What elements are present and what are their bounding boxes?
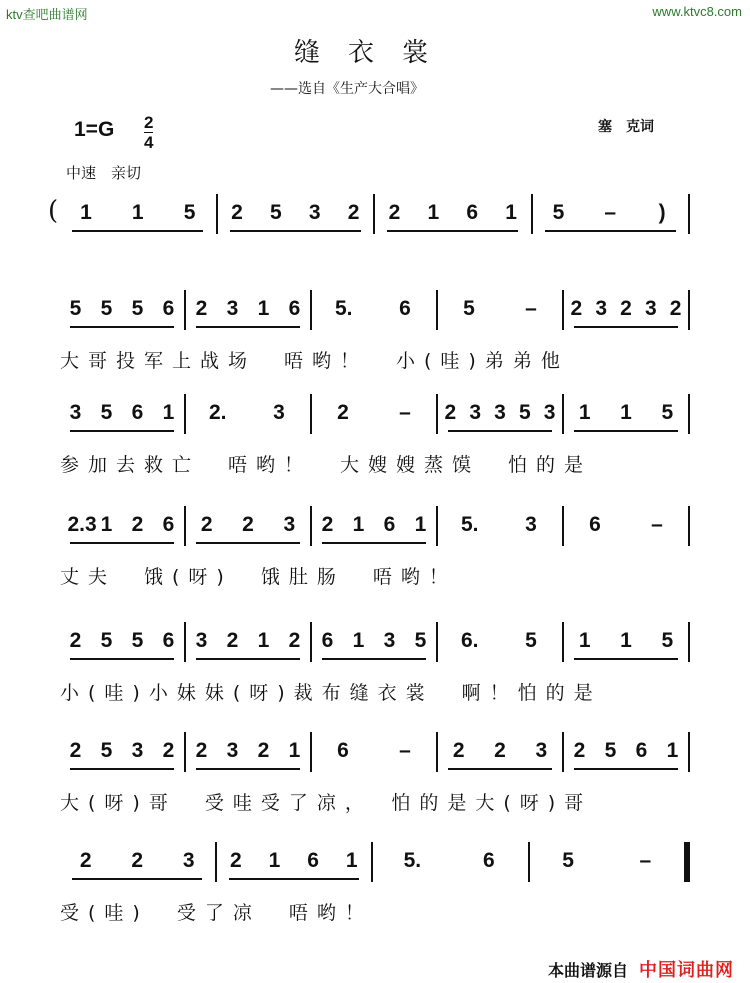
note: – [639, 849, 652, 872]
note: 5 [562, 849, 574, 872]
tempo-marking: 中速 亲切 [66, 164, 142, 182]
measure [373, 848, 528, 876]
note-row [60, 200, 690, 228]
note: 1 [80, 201, 92, 224]
note: 6 [399, 297, 411, 320]
barline [688, 194, 690, 234]
note: 2 [229, 849, 242, 872]
note: 5 [131, 297, 144, 320]
note: 2 [347, 201, 360, 224]
note: 3 [283, 513, 296, 536]
note: 2 [257, 739, 270, 762]
measure [375, 200, 531, 228]
measure [186, 628, 310, 656]
note: 2 [288, 629, 301, 652]
note: 1 [257, 297, 270, 320]
note: 5 [69, 297, 82, 320]
note: 2 [669, 297, 682, 320]
beam-line [196, 768, 300, 770]
measure [438, 296, 562, 324]
note: 3 [226, 739, 239, 762]
note: 6 [307, 849, 319, 872]
note: 1 [257, 629, 270, 652]
barline [688, 622, 690, 662]
note: 5. [403, 849, 422, 872]
measure [438, 512, 562, 540]
note: 3 [131, 739, 144, 762]
note: – [399, 739, 411, 762]
note: ) [658, 201, 666, 224]
lyric-line: 小(哇)小妹妹(呀)裁布缝衣裳 啊！怕的是 [60, 682, 602, 704]
measure [564, 512, 688, 540]
note: 3 [543, 401, 556, 424]
note: 3 [595, 297, 608, 320]
beam-line [574, 768, 678, 770]
note: 2 [69, 629, 82, 652]
note: 1 [352, 513, 365, 536]
beam-line [196, 658, 300, 660]
note: – [651, 513, 663, 536]
beam-line [574, 658, 678, 660]
note: 1 [578, 401, 591, 424]
note: 6 [288, 297, 301, 320]
beam-line [72, 878, 202, 880]
beam-line [322, 658, 426, 660]
measure [60, 200, 216, 228]
site-watermark-left: ktv查吧曲谱网 [6, 7, 88, 22]
beam-line [70, 542, 174, 544]
note: 3 [195, 629, 208, 652]
measure [564, 296, 688, 324]
note: 6 [589, 513, 601, 536]
lyric-line: 参加去救亡 唔哟！ 大嫂嫂蒸馍 怕的是 [60, 454, 593, 476]
key-signature: 1=G [74, 118, 115, 141]
beam-line [70, 658, 174, 660]
note: 1 [427, 201, 440, 224]
measure [218, 200, 374, 228]
note: 2 [321, 513, 334, 536]
measure [60, 848, 215, 876]
note: 2 [620, 297, 632, 320]
lyricist-credit: 塞 克词 [598, 119, 654, 135]
note: 5 [100, 401, 113, 424]
note: 3 [494, 401, 506, 424]
measure [312, 400, 436, 428]
note: 5 [414, 629, 427, 652]
beam-line [70, 326, 174, 328]
note: 2 [162, 739, 175, 762]
note: 5 [463, 297, 475, 320]
note: 1 [288, 739, 301, 762]
note: 5 [183, 201, 196, 224]
note: 5. [335, 297, 353, 320]
time-signature [144, 114, 153, 151]
measure [438, 738, 562, 766]
note-row [60, 296, 690, 324]
measure [564, 628, 688, 656]
measure [60, 296, 184, 324]
note: 3 [308, 201, 321, 224]
measure [312, 628, 436, 656]
note: 5 [525, 629, 537, 652]
song-title: 缝衣裳 [293, 38, 456, 68]
note: 3 [273, 401, 285, 424]
note: 2 [195, 297, 208, 320]
note: 1 [131, 201, 144, 224]
note: 5 [100, 297, 113, 320]
beam-line [70, 768, 174, 770]
measure [186, 512, 310, 540]
site-watermark-right: www.ktvc8.com [652, 4, 742, 19]
barline [688, 290, 690, 330]
note: 6 [483, 849, 495, 872]
note: 5 [269, 201, 282, 224]
note: 2 [337, 401, 349, 424]
note: 1 [268, 849, 281, 872]
beam-line [322, 542, 426, 544]
measure [60, 400, 184, 428]
note: 5 [100, 629, 113, 652]
note: 1 [505, 201, 517, 224]
barline [688, 506, 690, 546]
measure [186, 400, 310, 428]
note: 2 [570, 297, 583, 320]
barline [688, 394, 690, 434]
note: 5. [461, 513, 479, 536]
note-row [60, 738, 690, 766]
footer-source-site: 中国词曲网 [639, 960, 734, 981]
measure [312, 738, 436, 766]
note: – [525, 297, 537, 320]
beam-line [448, 430, 552, 432]
note: 2 [231, 201, 243, 224]
song-subtitle: ——选自《生产大合唱》 [270, 81, 424, 97]
note: 2 [226, 629, 239, 652]
beam-line [196, 542, 300, 544]
note: 1 [414, 513, 427, 536]
note: 1 [578, 629, 591, 652]
beam-line [70, 430, 174, 432]
note: 2 [131, 849, 144, 872]
measure [438, 400, 562, 428]
note: 2 [79, 849, 92, 872]
note: 1 [620, 401, 632, 424]
note: 6. [461, 629, 479, 652]
barline [688, 732, 690, 772]
measure [312, 296, 436, 324]
beam-line [72, 230, 203, 232]
repeat-paren: ( [48, 196, 59, 226]
lyric-line: 受(哇) 受了凉 唔哟！ [60, 902, 373, 924]
lyric-line: 丈夫 饿(呀) 饿肚肠 唔哟！ [60, 566, 457, 588]
measure [60, 512, 184, 540]
time-bottom: 4 [144, 133, 154, 152]
note: 1 [100, 513, 113, 536]
note: 2 [573, 739, 586, 762]
beam-line [574, 326, 678, 328]
final-barline [684, 842, 690, 882]
note: 2 [452, 739, 465, 762]
measure [186, 296, 310, 324]
beam-line [448, 768, 552, 770]
note: 2 [200, 513, 213, 536]
note: 2 [195, 739, 208, 762]
note: 1 [162, 401, 175, 424]
note: 6 [131, 401, 144, 424]
note: 2. [209, 401, 227, 424]
measure [60, 628, 184, 656]
note: 5 [661, 401, 674, 424]
note: 5 [100, 739, 113, 762]
note: 2 [444, 401, 457, 424]
note: 6 [162, 297, 175, 320]
note: 6 [162, 629, 175, 652]
note: – [604, 201, 617, 224]
note: 2 [242, 513, 254, 536]
note: 1 [666, 739, 679, 762]
note: 1 [352, 629, 365, 652]
lyric-line: 大(呀)哥 受哇受了凉， 怕的是大(呀)哥 [60, 792, 593, 814]
measure [533, 200, 689, 228]
note: 2 [388, 201, 401, 224]
note: 5 [131, 629, 144, 652]
note: 2.3 [67, 513, 97, 536]
note: 3 [383, 629, 396, 652]
measure [217, 848, 372, 876]
note: 6 [635, 739, 648, 762]
measure [564, 738, 688, 766]
note: 2 [494, 739, 506, 762]
measure [60, 738, 184, 766]
note: 5 [604, 739, 617, 762]
note: – [399, 401, 411, 424]
note: 3 [182, 849, 195, 872]
beam-line [196, 326, 300, 328]
note-row [60, 848, 690, 876]
footer-source-label: 本曲谱源自 [547, 961, 628, 980]
note: 6 [466, 201, 479, 224]
beam-line [229, 878, 359, 880]
note: 2 [69, 739, 82, 762]
note: 2 [131, 513, 144, 536]
note: 6 [337, 739, 349, 762]
beam-line [387, 230, 518, 232]
measure [530, 848, 685, 876]
note: 3 [226, 297, 239, 320]
note: 3 [525, 513, 537, 536]
note: 6 [383, 513, 396, 536]
note-row [60, 512, 690, 540]
note: 3 [69, 401, 82, 424]
measure [186, 738, 310, 766]
note: 5 [552, 201, 565, 224]
note: 3 [535, 739, 548, 762]
beam-line [230, 230, 361, 232]
time-top: 2 [144, 113, 154, 132]
measure [564, 400, 688, 428]
note: 1 [345, 849, 358, 872]
beam-line [574, 430, 678, 432]
beam-line [545, 230, 676, 232]
note: 5 [661, 629, 674, 652]
measure [312, 512, 436, 540]
note: 6 [162, 513, 175, 536]
lyric-line: 大哥投军上战场 唔哟！ 小(哇)弟弟他 [60, 350, 569, 372]
note: 3 [469, 401, 482, 424]
note: 3 [644, 297, 657, 320]
note: 6 [321, 629, 334, 652]
note-row [60, 400, 690, 428]
note-row [60, 628, 690, 656]
measure [438, 628, 562, 656]
note: 1 [620, 629, 632, 652]
note: 5 [518, 401, 531, 424]
